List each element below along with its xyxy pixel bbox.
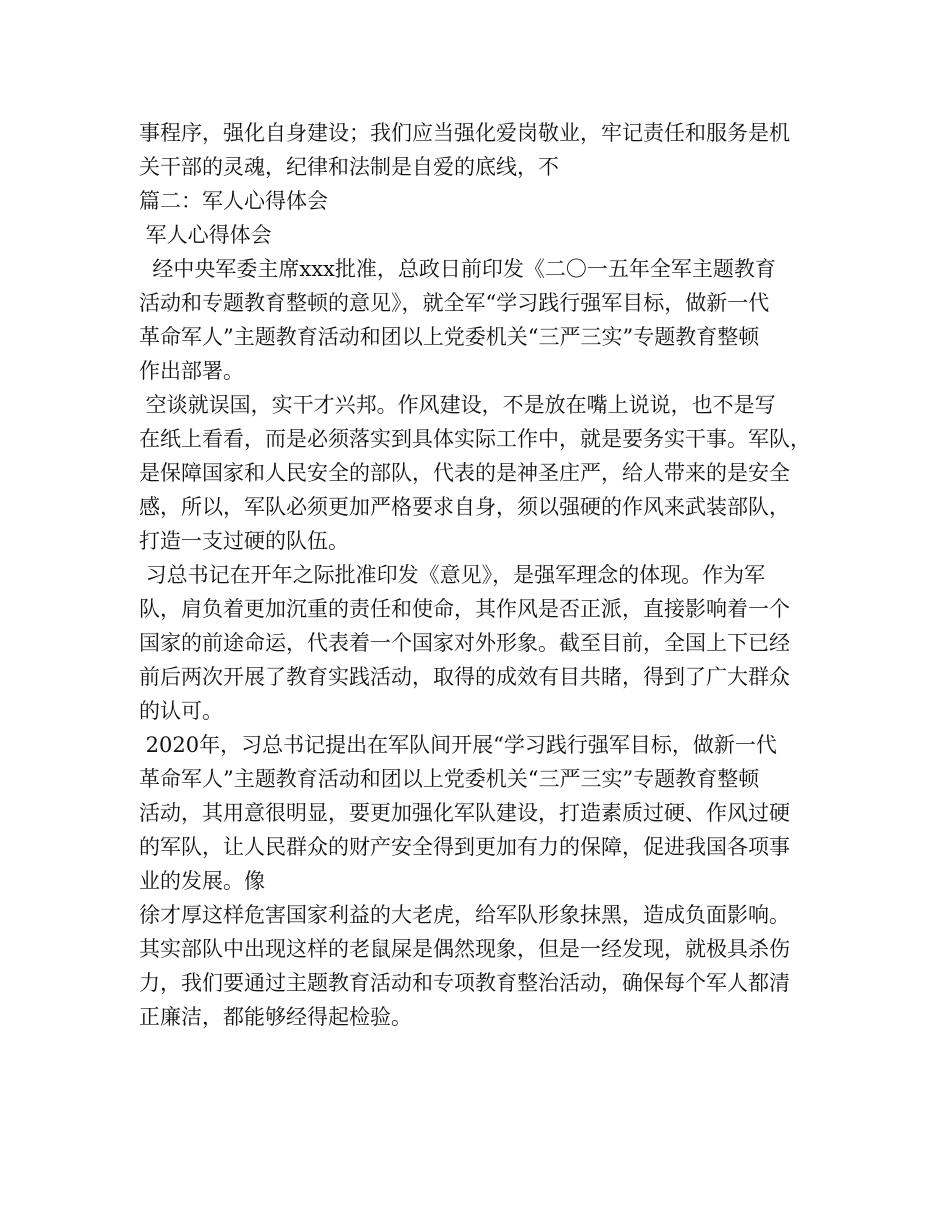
body-line-7: 革命军人”主题教育活动和团以上党委机关“三严三实”专题教育整顿 <box>139 325 760 349</box>
body-line-26: 力，我们要通过主题教育活动和专项教育整治活动，确保每个军人都清 <box>139 971 790 995</box>
document-body <box>139 116 829 1034</box>
body-line-17: 前后两次开展了教育实践活动，取得的成效有目共睹，得到了广大群众 <box>139 665 790 689</box>
body-line-18: 的认可。 <box>139 699 223 723</box>
body-line-12: 感，所以，军队必须更加严格要求自身，须以强硬的作风来武装部队， <box>139 495 790 519</box>
body-line-9: 空谈就误国，实干才兴邦。作风建设，不是放在嘴上说说，也不是写 <box>139 393 776 417</box>
body-line-8: 作出部署。 <box>139 359 244 383</box>
body-line-10: 在纸上看看，而是必须落实到具体实际工作中，就是要务实干事。军队， <box>139 427 811 451</box>
body-line-11: 是保障国家和人民安全的部队，代表的是神圣庄严，给人带来的是安全 <box>139 461 790 485</box>
body-line-16: 国家的前途命运，代表着一个国家对外形象。截至目前，全国上下已经 <box>139 631 790 655</box>
body-line-14: 习总书记在开年之际批准印发《意见》，是强军理念的体现。作为军 <box>139 563 766 587</box>
body-line-25: 其实部队中出现这样的老鼠屎是偶然现象，但是一经发现，就极具杀伤 <box>139 937 790 961</box>
section-heading: 篇二：军人心得体会 <box>139 189 328 213</box>
body-line-20: 革命军人”主题教育活动和团以上党委机关“三严三实”专题教育整顿 <box>139 767 760 791</box>
body-line-2: 关干部的灵魂，纪律和法制是自爱的底线，不 <box>139 155 559 179</box>
body-line-6: 活动和专题教育整顿的意见》，就全军“学习践行强军目标，做新一代 <box>139 291 770 315</box>
body-line-22: 的军队，让人民群众的财产安全得到更加有力的保障，促进我国各项事 <box>139 835 790 859</box>
body-line-23: 业的发展。像 <box>139 869 265 893</box>
article-title: 军人心得体会 <box>139 223 272 247</box>
body-line-24: 徐才厚这样危害国家利益的大老虎，给军队形象抹黑，造成负面影响。 <box>139 903 790 927</box>
body-line-13: 打造一支过硬的队伍。 <box>139 529 349 553</box>
body-line-1: 事程序，强化自身建设；我们应当强化爱岗敬业，牢记责任和服务是机 <box>139 121 790 145</box>
body-line-19: 2020年，习总书记提出在军队间开展“学习践行强军目标，做新一代 <box>139 733 777 757</box>
body-line-15: 队，肩负着更加沉重的责任和使命，其作风是否正派，直接影响着一个 <box>139 597 790 621</box>
body-line-27: 正廉洁，都能够经得起检验。 <box>139 1005 412 1029</box>
body-line-5: 经中央军委主席xxx批准，总政日前印发《二〇一五年全军主题教育 <box>139 257 776 281</box>
body-line-21: 活动，其用意很明显，要更加强化军队建设，打造素质过硬、作风过硬 <box>139 801 790 825</box>
